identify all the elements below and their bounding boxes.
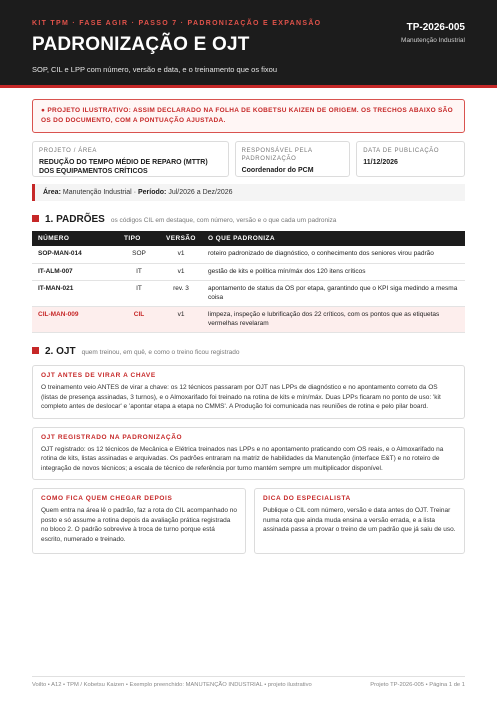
meta-project-value: REDUÇÃO DO TEMPO MÉDIO DE REPARO (MTTR) DOS EQUIPAMENTOS CRÍTICOS: [39, 159, 208, 175]
card-ojt-before: [32, 365, 465, 419]
area-value: Manutenção Industrial: [62, 189, 132, 196]
card-expert-tip-title: DICA DO ESPECIALISTA: [263, 495, 351, 502]
card-newcomers-title: COMO FICA QUEM CHEGAR DEPOIS: [41, 495, 173, 502]
cell-numero: CIL-MAN-009: [32, 307, 118, 333]
document-department: Manutenção Industrial: [401, 37, 465, 44]
footer-right: Projeto TP-2026-005 • Página 1 de 1: [370, 682, 465, 688]
cell-versao: rev. 3: [160, 281, 202, 307]
page-subtitle: SOP, CIL e LPP com número, versão e data, e o treinamento que os fixou: [32, 65, 278, 74]
meta-owner-label: RESPONSÁVEL PELA PADRONIZAÇÃO: [241, 148, 313, 162]
cell-versao: v1: [160, 307, 202, 333]
area-separator: ·: [133, 189, 137, 196]
cell-descricao: apontamento de status da OS por etapa, garantindo que o KPI siga medindo a mesma coisa: [202, 281, 465, 307]
cell-tipo: CIL: [118, 307, 160, 333]
cell-versao: v1: [160, 263, 202, 281]
period-label: Período:: [138, 189, 167, 196]
section-ojt-title: 2. OJT: [45, 346, 76, 357]
cell-numero: IT-ALM-007: [32, 263, 118, 281]
card-ojt-before-title: OJT ANTES DE VIRAR A CHAVE: [41, 372, 156, 379]
page-header: [0, 0, 497, 88]
col-tipo: TIPO: [124, 235, 141, 242]
cell-tipo: IT: [118, 263, 160, 281]
section-marker: [32, 215, 39, 222]
card-ojt-registered: [32, 427, 465, 481]
meta-owner-value: Coordenador do PCM: [241, 167, 314, 174]
page-footer: [32, 676, 465, 688]
area-period-line: [32, 184, 465, 201]
section-ojt-note: quem treinou, em quê, e como o treino ficou registrado: [81, 349, 240, 356]
section-standards-title: 1. PADRÕES: [45, 214, 105, 225]
cell-descricao: gestão de kits e política mín/máx dos 120 itens críticos: [202, 263, 465, 281]
document-code: TP-2026-005: [406, 22, 465, 33]
meta-project: [32, 141, 229, 177]
cell-tipo: SOP: [118, 246, 160, 263]
footer-left: Voilto • A12 • TPM / Kobetsu Kaizen • Exemplo preenchido: MANUTENÇÃO INDUSTRIAL • projeto ilustrativo: [32, 682, 312, 688]
meta-date: [356, 141, 465, 177]
card-expert-tip: [254, 488, 465, 554]
header-kicker: KIT TPM · FASE AGIR · PASSO 7 · PADRONIZAÇÃO E EXPANSÃO: [32, 20, 322, 27]
table-row: [32, 263, 465, 281]
area-label: Área:: [43, 189, 61, 196]
cell-numero: IT-MAN-021: [32, 281, 118, 307]
meta-owner: [235, 141, 351, 177]
cell-tipo: IT: [118, 281, 160, 307]
col-numero: NÚMERO: [38, 235, 70, 242]
page-title: PADRONIZAÇÃO E OJT: [32, 34, 250, 55]
document-id: [401, 22, 465, 44]
table-row-highlighted: [32, 307, 465, 333]
meta-date-value: 11/12/2026: [363, 159, 398, 166]
section-standards-heading: [32, 214, 465, 225]
card-newcomers: [32, 488, 246, 554]
cards-row: [32, 488, 465, 554]
cell-descricao: roteiro padronizado de diagnóstico, o conhecimento dos seniores virou padrão: [202, 246, 465, 263]
meta-project-label: PROJETO / ÁREA: [39, 148, 97, 154]
card-ojt-registered-title: OJT REGISTRADO NA PADRONIZAÇÃO: [41, 433, 183, 441]
card-ojt-registered-body: OJT registrado: os 12 técnicos de Mecânica e Elétrica treinados nas LPPs e no apontamento praticando com OS reais, e o Almoxarifado na rotina de kits, listas assinadas e arquivadas. Os padrões entraram na matriz de habilidades da Manutenção (interface E&T) e no roteiro de integração de novos técnicos; a escala de técnico de referência por turno mantém sempre um multiplicador disponível.: [41, 445, 444, 472]
card-newcomers-body: Quem entra na área lê o padrão, faz a rota do CIL acompanhado no posto e só assume a rotina depois da avaliação prática registrada no bloco 2. O padrão sobrevive à troca de turno porque está escrito, numerado e treinado.: [41, 507, 237, 543]
cell-descricao: limpeza, inspeção e lubrificação dos 22 críticos, com os pontos que as etiquetas vermelhas revelaram: [202, 307, 465, 333]
col-descricao: O QUE PADRONIZA: [208, 235, 275, 242]
standards-table: [32, 231, 465, 333]
table-row: [32, 281, 465, 307]
meta-row: [32, 141, 465, 177]
table-header-row: [32, 231, 465, 246]
period-value: Jul/2026 a Dez/2026: [168, 189, 233, 196]
section-ojt-heading: [32, 346, 465, 357]
meta-date-label: DATA DE PUBLICAÇÃO: [363, 148, 440, 154]
cell-numero: SOP-MAN-014: [32, 246, 118, 263]
card-ojt-before-body: O treinamento veio ANTES de virar a chave: os 12 técnicos passaram por OJT nas LPPs de diagnóstico e no apontamento correto da OS (listas de presença assinadas, 3 turnos), e o Almoxarifado foi treinado na rotina de kits e mín/máx. Duas LPPs ficaram no ponto de uso: 'kit completo antes de deslocar' e 'apontar etapa a etapa no CMMS'. A Produção foi comunicada nas reuniões de rotina e pelo pilar board.: [41, 384, 441, 410]
col-versao: VERSÃO: [166, 235, 196, 242]
illustrative-notice: ● PROJETO ILUSTRATIVO: ASSIM DECLARADO NA FOLHA DE KOBETSU KAIZEN DE ORIGEM. OS TRECHOS ABAIXO SÃO OS DO DOCUMENTO, COM A PONTUAÇÃO AJUSTADA.: [32, 99, 465, 133]
section-standards-note: os códigos CIL em destaque, com número, versão e o que cada um padroniza: [110, 217, 337, 224]
section-marker: [32, 347, 39, 354]
card-expert-tip-body: Publique o CIL com número, versão e data antes do OJT. Treinar numa rota que ainda muda ensina a versão errada, e a lista assinada passa a provar o treino de um padrão que já saiu de uso.: [263, 507, 456, 533]
cell-versao: v1: [160, 246, 202, 263]
table-row: [32, 246, 465, 263]
